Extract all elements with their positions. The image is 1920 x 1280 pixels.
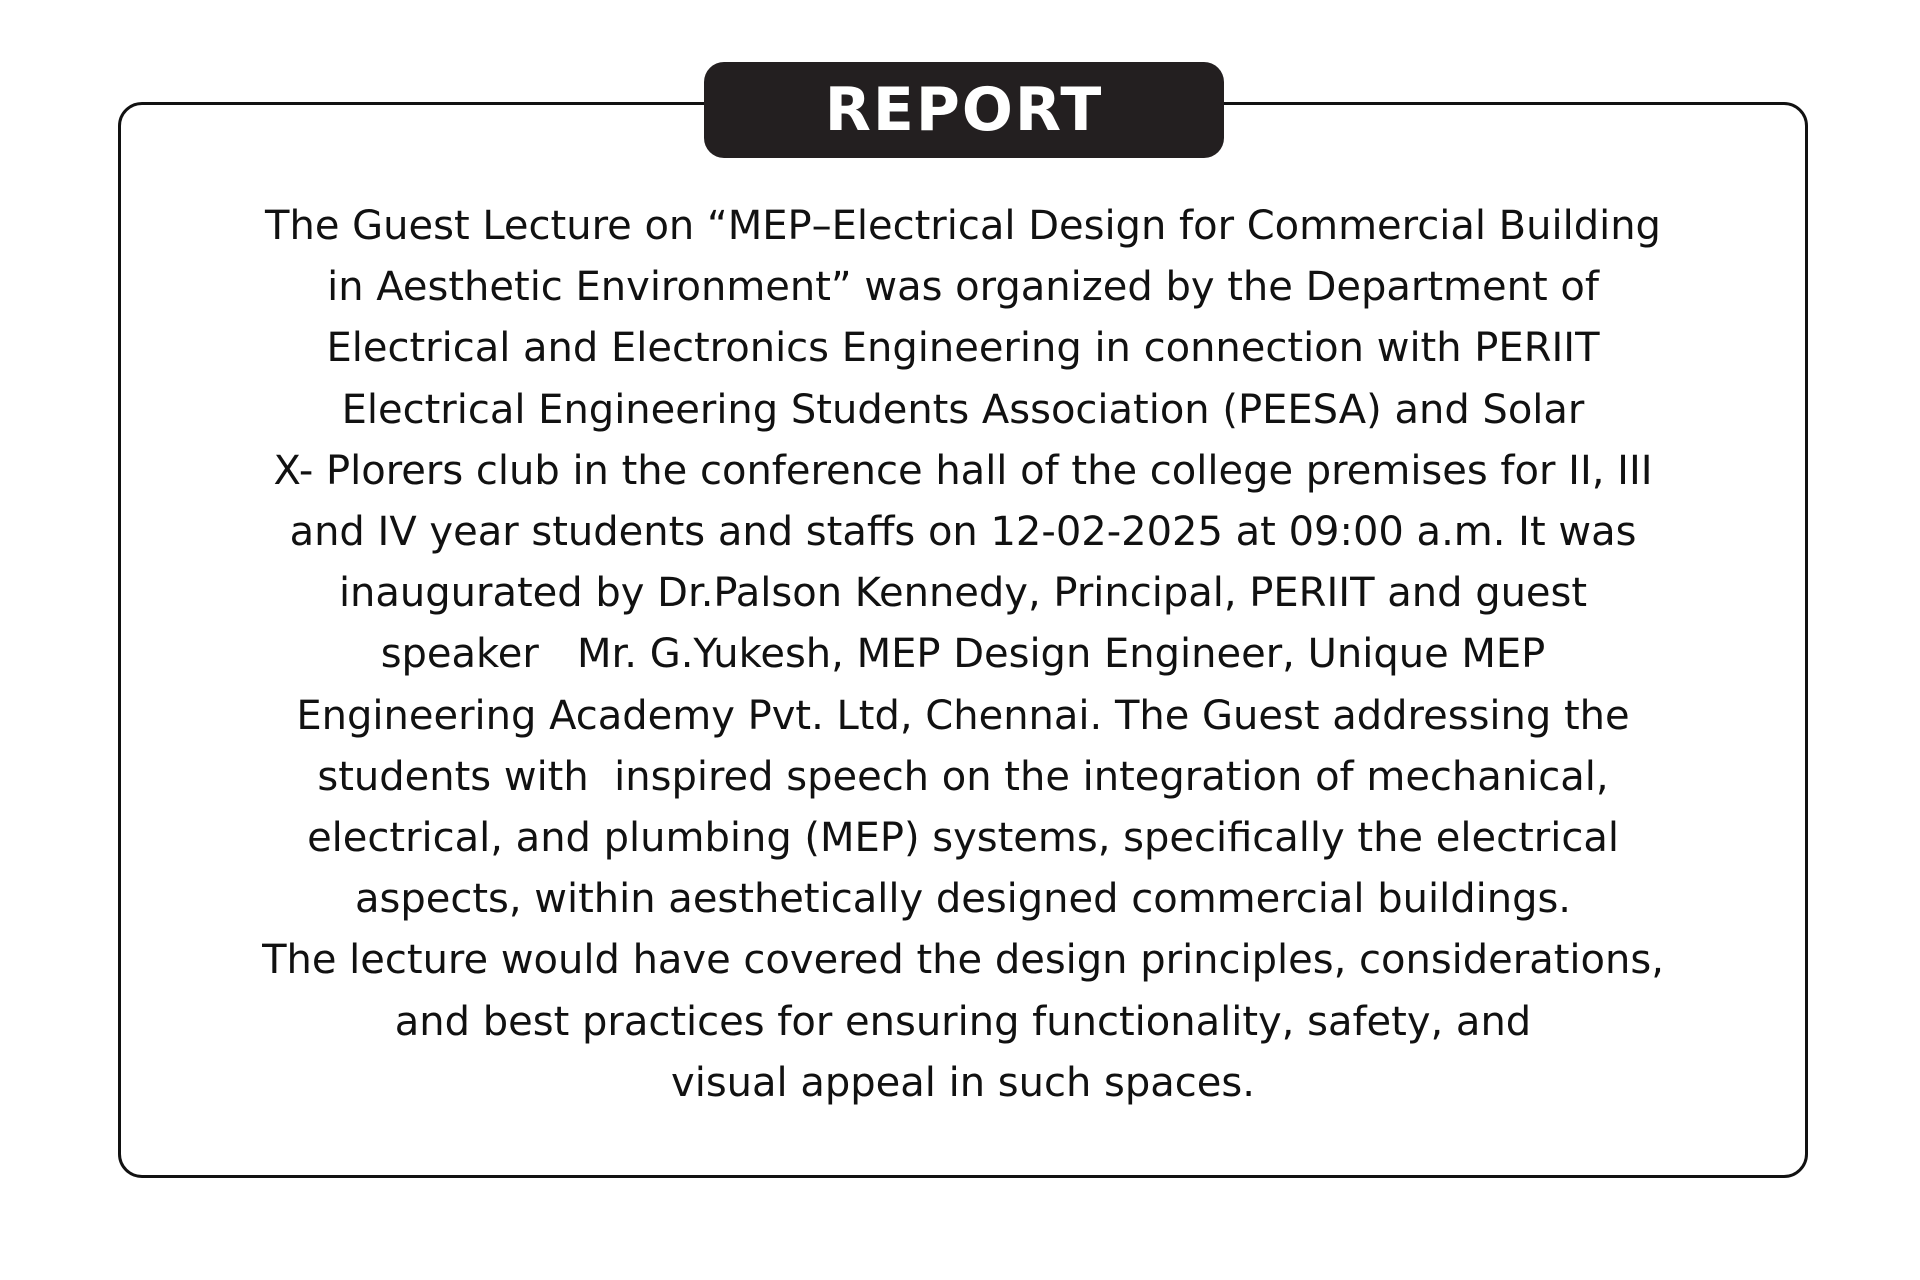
report-line: The Guest Lecture on “MEP–Electrical Design for Commercial Building [265,203,1661,249]
report-line: speaker Mr. G.Yukesh, MEP Design Engineer, Unique MEP [380,631,1546,678]
report-line: students with inspired speech on the integration of mechanical, [317,753,1609,800]
report-line: The lecture would have covered the design principles, considerations, [262,937,1664,984]
report-line: Electrical and Electronics Engineering in connection with PERIIT [326,325,1600,372]
report-line: X- Plorers club in the conference hall of the college premises for II, III [273,447,1653,494]
report-line: and IV year students and staffs on 12-02-2025 at 09:00 a.m. It was [289,509,1637,556]
report-line: electrical, and plumbing (MEP) systems, specifically the electrical [307,815,1619,862]
report-line: Electrical Engineering Students Association (PEESA) and Solar [341,386,1585,433]
report-badge: REPORT [704,62,1224,158]
report-line: aspects, within aesthetically designed commercial buildings. [354,876,1572,923]
report-line: inaugurated by Dr.Palson Kennedy, Principal, PERIIT and guest [338,570,1588,617]
report-body [150,196,1776,1114]
report-line: visual appeal in such spaces. [671,1059,1255,1106]
report-line: Engineering Academy Pvt. Ltd, Chennai. The Guest addressing the [296,692,1630,739]
report-line: and best practices for ensuring functionality, safety, and [394,998,1532,1045]
report-line: in Aesthetic Environment” was organized by the Department of [327,264,1599,311]
